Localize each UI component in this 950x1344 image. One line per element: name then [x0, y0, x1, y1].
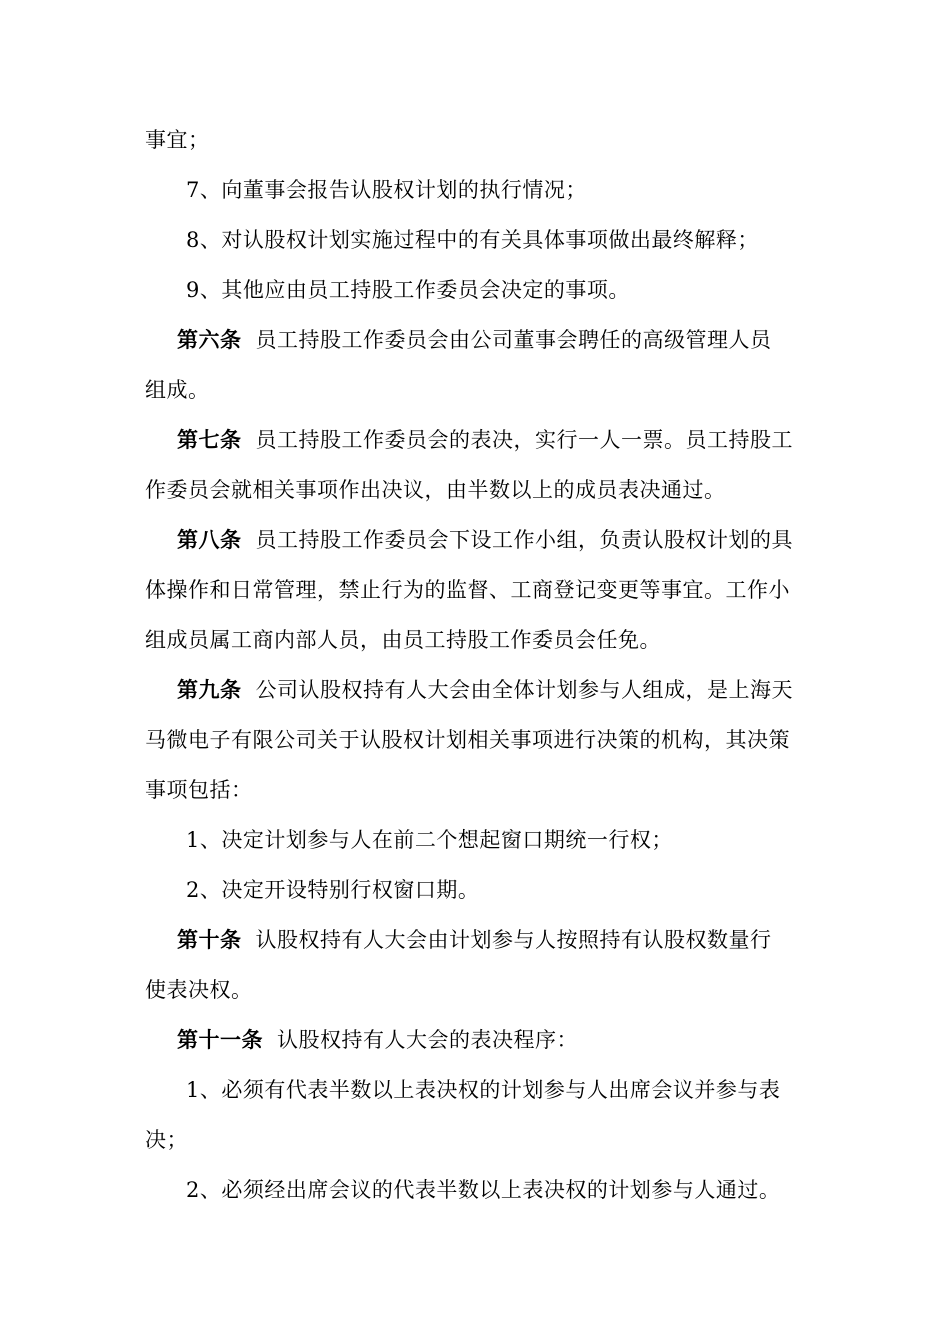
text-line [145, 777, 810, 803]
text-line [145, 977, 810, 1003]
line-text: 事项包括： [145, 778, 253, 802]
line-text: 2、必须经出席会议的代表半数以上表决权的计划参与人通过。 [186, 1178, 781, 1202]
line-text: 作委员会就相关事项作出决议，由半数以上的成员表决通过。 [145, 478, 726, 502]
line-text: 7、向董事会报告认股权计划的执行情况； [186, 178, 587, 202]
text-line [145, 727, 810, 753]
text-line [145, 127, 810, 153]
line-text: 8、对认股权计划实施过程中的有关具体事项做出最终解释； [186, 228, 759, 252]
list-item [186, 827, 851, 853]
list-item [186, 877, 851, 903]
article-6 [177, 327, 842, 353]
article-9 [177, 677, 842, 703]
line-text: 员工持股工作委员会的表决，实行一人一票。员工持股工 [255, 428, 793, 452]
list-item [186, 227, 851, 253]
text-line [145, 477, 810, 503]
article-11 [177, 1027, 842, 1053]
line-text: 公司认股权持有人大会由全体计划参与人组成，是上海天 [255, 678, 793, 702]
line-text: 1、决定计划参与人在前二个想起窗口期统一行权； [186, 828, 673, 852]
text-line [145, 577, 810, 603]
list-item [186, 177, 851, 203]
line-text: 事宜； [145, 128, 210, 152]
article-8 [177, 527, 842, 553]
article-heading: 第七条 [177, 427, 242, 452]
line-text: 组成员属工商内部人员，由员工持股工作委员会任免。 [145, 628, 661, 652]
line-text: 组成。 [145, 378, 210, 402]
line-text: 认股权持有人大会的表决程序： [277, 1028, 578, 1052]
article-heading: 第九条 [177, 677, 242, 702]
line-text: 员工持股工作委员会下设工作小组，负责认股权计划的具 [255, 528, 793, 552]
line-text: 员工持股工作委员会由公司董事会聘任的高级管理人员 [255, 328, 772, 352]
article-heading: 第十条 [177, 927, 242, 952]
line-text: 1、必须有代表半数以上表决权的计划参与人出席会议并参与表 [186, 1078, 781, 1102]
list-item [186, 1077, 851, 1103]
line-text: 使表决权。 [145, 978, 253, 1002]
article-heading: 第十一条 [177, 1027, 263, 1052]
list-item [186, 277, 851, 303]
line-text: 9、其他应由员工持股工作委员会决定的事项。 [186, 278, 630, 302]
article-7 [177, 427, 842, 453]
line-text: 决； [145, 1128, 188, 1152]
article-heading: 第六条 [177, 327, 242, 352]
text-line [145, 377, 810, 403]
article-10 [177, 927, 842, 953]
line-text: 2、决定开设特别行权窗口期。 [186, 878, 480, 902]
line-text: 认股权持有人大会由计划参与人按照持有认股权数量行 [255, 928, 772, 952]
text-line [145, 1127, 810, 1153]
text-line [145, 627, 810, 653]
list-item [186, 1177, 851, 1203]
line-text: 体操作和日常管理，禁止行为的监督、工商登记变更等事宜。工作小 [145, 578, 790, 602]
line-text: 马微电子有限公司关于认股权计划相关事项进行决策的机构，其决策 [145, 728, 790, 752]
article-heading: 第八条 [177, 527, 242, 552]
